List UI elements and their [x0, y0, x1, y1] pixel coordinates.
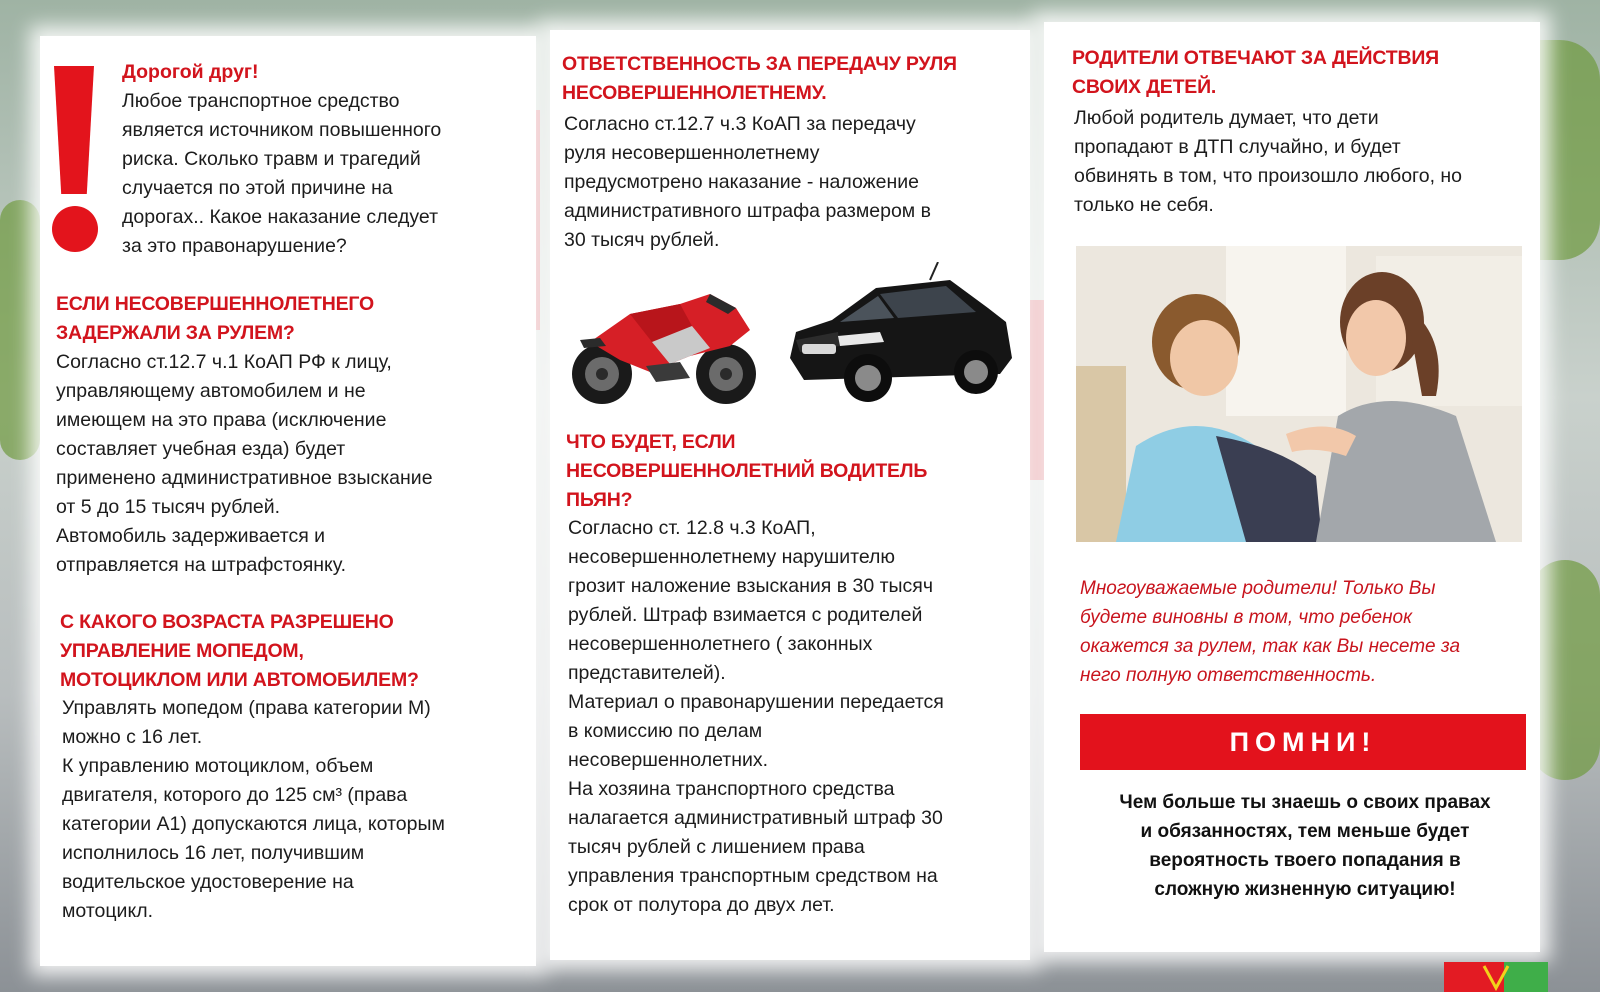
- remember-label: ПОМНИ!: [1229, 726, 1377, 757]
- body-line: Автомобиль задерживается и: [56, 525, 326, 547]
- body-line: составляет учебная езда) будет: [56, 438, 346, 460]
- background-tree: [0, 200, 40, 460]
- parents-note: [1080, 574, 1520, 690]
- final-line: и обязанностях, тем меньше будет: [1140, 821, 1470, 842]
- title-line: СВОИХ ДЕТЕЙ.: [1072, 76, 1217, 98]
- body-line: Материал о правонарушении передается: [568, 691, 944, 713]
- body-line: двигателя, которого до 125 см³ (права: [62, 784, 408, 806]
- section-body-minor-detained: [56, 348, 433, 580]
- body-line: руля несовершеннолетнему: [564, 142, 820, 164]
- title-line: ЗАДЕРЖАЛИ ЗА РУЛЕМ?: [56, 322, 295, 344]
- note-line: будете виновны в том, что ребенок: [1080, 607, 1413, 628]
- intro-line: является источником повышенного: [122, 119, 442, 141]
- body-line: в комиссию по делам: [568, 720, 763, 742]
- section-body-drunk-minor: [568, 514, 944, 920]
- section-title-driving-age: [60, 608, 419, 695]
- body-line: административного штрафа размером в: [564, 200, 931, 222]
- body-line: несовершеннолетних.: [568, 749, 769, 771]
- exclamation-dot-icon: [52, 206, 98, 252]
- body-line: можно с 16 лет.: [62, 726, 203, 748]
- title-line: НЕСОВЕРШЕННОЛЕТНЕМУ.: [562, 82, 827, 104]
- parent-child-photo: [1076, 246, 1522, 542]
- intro-line: риска. Сколько травм и трагедий: [122, 148, 421, 170]
- body-line: К управлению мотоциклом, объем: [62, 755, 374, 777]
- background-tree: [1530, 560, 1600, 780]
- body-line: 30 тысяч рублей.: [564, 229, 720, 251]
- title-line: МОТОЦИКЛОМ ИЛИ АВТОМОБИЛЕМ?: [60, 669, 419, 691]
- final-line: сложную жизненную ситуацию!: [1154, 879, 1456, 900]
- body-line: предусмотрено наказание - наложение: [564, 171, 920, 193]
- motorcycle-illustration: [560, 286, 770, 408]
- body-line: применено административное взыскание: [56, 467, 433, 489]
- body-line: рублей. Штраф взимается с родителей: [568, 604, 923, 626]
- final-message: [1070, 788, 1540, 904]
- greeting: Дорогой друг!: [122, 61, 259, 83]
- body-line: несовершеннолетнего ( законных: [568, 633, 873, 655]
- title-line: С КАКОГО ВОЗРАСТА РАЗРЕШЕНО: [60, 611, 394, 633]
- body-line: обвинять в том, что произошло любого, но: [1074, 165, 1463, 187]
- body-line: мотоцикл.: [62, 900, 153, 922]
- body-line: имеющем на это права (исключение: [56, 409, 387, 431]
- emblem-icon: [1444, 962, 1548, 992]
- body-line: тысяч рублей с лишением права: [568, 836, 865, 858]
- title-line: ОТВЕТСТВЕННОСТЬ ЗА ПЕРЕДАЧУ РУЛЯ: [562, 53, 957, 75]
- body-line: Согласно ст. 12.8 ч.3 КоАП,: [568, 517, 816, 539]
- title-line: ЧТО БУДЕТ, ЕСЛИ: [566, 431, 736, 453]
- title-line: УПРАВЛЕНИЕ МОПЕДОМ,: [60, 640, 304, 662]
- intro-text: [122, 58, 441, 261]
- body-line: Согласно ст.12.7 ч.3 КоАП за передачу: [564, 113, 916, 135]
- remember-banner: [1080, 714, 1526, 770]
- body-line: от 5 до 15 тысяч рублей.: [56, 496, 281, 518]
- body-line: управления транспортным средством на: [568, 865, 938, 887]
- body-line: категории А1) допускаются лица, которым: [62, 813, 445, 835]
- title-line: НЕСОВЕРШЕННОЛЕТНИЙ ВОДИТЕЛЬ: [566, 460, 928, 482]
- title-line: ПЬЯН?: [566, 489, 633, 511]
- body-line: Любой родитель думает, что дети: [1074, 107, 1379, 129]
- body-line: только не себя.: [1074, 194, 1214, 216]
- note-line: Многоуважаемые родители! Только Вы: [1080, 578, 1436, 599]
- final-line: Чем больше ты знаешь о своих правах: [1119, 792, 1491, 813]
- body-line: несовершеннолетнему нарушителю: [568, 546, 896, 568]
- body-line: представителей).: [568, 662, 726, 684]
- title-line: ЕСЛИ НЕСОВЕРШЕННОЛЕТНЕГО: [56, 293, 374, 315]
- section-body-handing-wheel: [564, 110, 931, 255]
- body-line: налагается административный штраф 30: [568, 807, 943, 829]
- body-line: управляющему автомобилем и не: [56, 380, 366, 402]
- body-line: срок от полутора до двух лет.: [568, 894, 835, 916]
- section-title-parents-responsible: [1072, 44, 1439, 102]
- body-line: На хозяина транспортного средства: [568, 778, 895, 800]
- intro-line: дорогах.. Какое наказание следует: [122, 206, 438, 228]
- section-title-handing-wheel: [562, 50, 957, 108]
- note-line: него полную ответственность.: [1080, 665, 1377, 686]
- section-title-drunk-minor: [566, 428, 927, 515]
- body-line: исполнилось 16 лет, получившим: [62, 842, 365, 864]
- final-line: вероятность твоего попадания в: [1149, 850, 1461, 871]
- intro-line: за это правонарушение?: [122, 235, 347, 257]
- body-line: Управлять мопедом (права категории М): [62, 697, 431, 719]
- body-line: пропадают в ДТП случайно, и будет: [1074, 136, 1401, 158]
- body-line: водительское удостоверение на: [62, 871, 354, 893]
- body-line: Согласно ст.12.7 ч.1 КоАП РФ к лицу,: [56, 351, 392, 373]
- section-body-parents-responsible: [1074, 104, 1462, 220]
- section-body-driving-age: [62, 694, 445, 926]
- body-line: грозит наложение взыскания в 30 тысяч: [568, 575, 934, 597]
- car-illustration: [780, 262, 1020, 412]
- body-line: отправляется на штрафстоянку.: [56, 554, 347, 576]
- intro-line: Любое транспортное средство: [122, 90, 400, 112]
- intro-line: случается по этой причине на: [122, 177, 393, 199]
- section-title-minor-detained: [56, 290, 374, 348]
- title-line: РОДИТЕЛИ ОТВЕЧАЮТ ЗА ДЕЙСТВИЯ: [1072, 47, 1439, 69]
- note-line: окажется за рулем, так как Вы несете за: [1080, 636, 1461, 657]
